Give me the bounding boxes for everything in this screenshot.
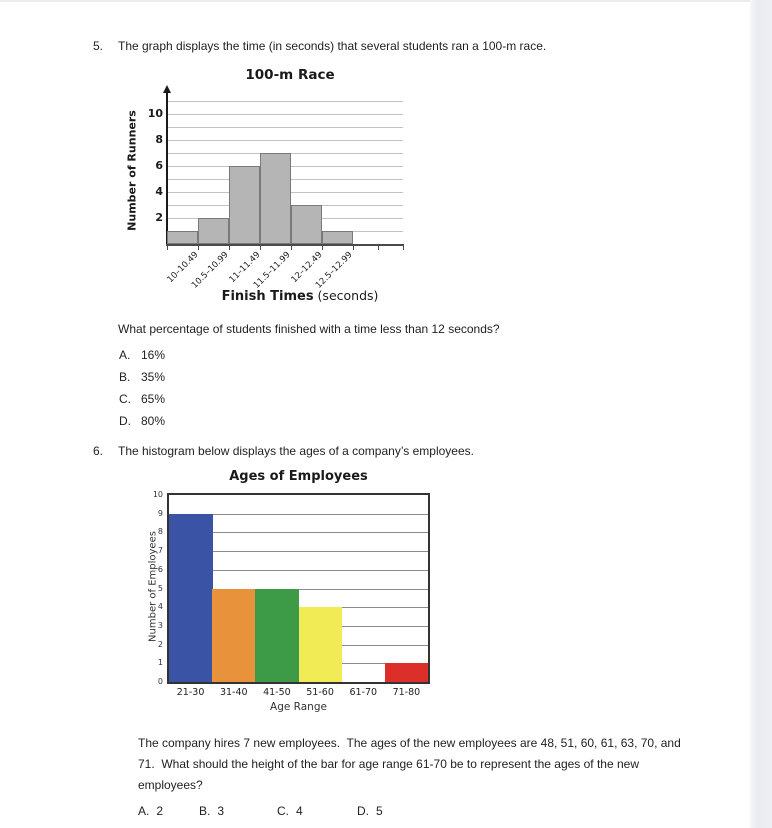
ages-histogram — [130, 464, 450, 719]
y-tick-label: 7 — [157, 546, 163, 556]
y-tick-label: 6 — [157, 564, 163, 574]
bar — [260, 153, 291, 244]
y-axis-title: Number of Employees — [147, 531, 159, 642]
x-axis-title-units: (seconds) — [313, 288, 379, 303]
q6-option-b — [199, 804, 224, 818]
y-tick-label: 10 — [152, 490, 163, 499]
bar — [385, 663, 429, 682]
x-axis-tick — [229, 246, 230, 250]
x-axis-tick — [167, 246, 168, 250]
x-category-label: 12–12.49 — [289, 250, 325, 285]
plot-area — [120, 62, 430, 314]
x-category-label: 10.5–10.99 — [190, 250, 232, 291]
y-tick-label: 9 — [157, 508, 163, 518]
bar — [291, 205, 322, 244]
x-axis-tick — [353, 246, 354, 250]
x-category-label: 10–10.49 — [165, 250, 201, 285]
q6-option-d — [357, 804, 383, 818]
x-category-label: 41-50 — [263, 687, 291, 698]
option-value: 35% — [141, 370, 166, 384]
x-category-label: 11.5–11.99 — [252, 250, 294, 291]
y-tick-label: 10 — [147, 107, 163, 120]
y-tick-label: 8 — [157, 527, 163, 537]
question6-paragraph: The company hires 7 new employees. The ages of the new employees are 48, 51, 60, 61, 63, 70, and 71. What should the height of the bar for age range 61-70 be to represent the ages of the new employees? — [138, 736, 685, 792]
bar — [322, 231, 353, 244]
x-axis-line — [166, 244, 404, 246]
question5-stem — [93, 38, 653, 54]
option-value: 80% — [141, 414, 166, 428]
x-category-label: 61-70 — [349, 687, 378, 698]
bar — [212, 589, 256, 683]
question6-stem — [93, 443, 653, 459]
y-tick-label: 2 — [155, 211, 163, 224]
option-value: 5 — [376, 804, 383, 818]
bar — [229, 166, 260, 244]
question6-text: The histogram below displays the ages of a company’s employees. — [118, 444, 474, 458]
q5-option-d — [119, 414, 165, 428]
y-axis-line — [166, 92, 168, 246]
gridline — [167, 101, 403, 102]
y-axis-title: Number of Runners — [125, 110, 139, 231]
x-category-label: 21-30 — [176, 687, 205, 698]
x-category-label: 71-80 — [392, 687, 421, 698]
question5-number: 5. — [93, 39, 104, 53]
bar — [198, 218, 229, 244]
gridline — [167, 114, 403, 115]
y-tick-label: 8 — [155, 133, 163, 146]
bar — [255, 589, 299, 683]
y-tick-label: 3 — [157, 620, 163, 630]
x-axis-tick — [322, 246, 323, 250]
y-tick-label: 4 — [155, 185, 163, 198]
question6-number: 6. — [93, 444, 104, 458]
y-tick-label: 6 — [155, 159, 163, 172]
x-axis-title: Age Range — [270, 701, 327, 713]
option-letter: D. — [357, 804, 369, 818]
x-axis-title — [172, 288, 428, 304]
x-axis-tick — [198, 246, 199, 250]
x-axis-tick — [403, 246, 404, 250]
q5-option-a — [119, 348, 165, 362]
y-tick-label: 5 — [157, 583, 163, 593]
option-letter: A. — [119, 348, 131, 362]
option-value: 65% — [141, 392, 166, 406]
y-tick-label: 0 — [157, 677, 163, 686]
chart-title: Ages of Employees — [229, 469, 368, 484]
question5-text: The graph displays the time (in seconds) that several students ran a 100-m race. — [118, 39, 547, 53]
x-category-label: 12.5–12.99 — [314, 250, 356, 291]
x-axis-title-main: Finish Times — [221, 289, 314, 304]
q6-option-c — [277, 804, 303, 818]
x-axis-tick — [260, 246, 261, 250]
bar — [169, 514, 213, 682]
x-category-label: 11–11.49 — [227, 250, 263, 285]
y-tick-label: 4 — [157, 602, 163, 612]
race-histogram — [120, 62, 430, 314]
x-axis-tick — [291, 246, 292, 250]
option-letter: B. — [199, 804, 211, 818]
option-letter: B. — [119, 370, 131, 384]
option-value: 2 — [156, 804, 164, 818]
gridline — [167, 127, 403, 128]
option-letter: D. — [119, 414, 131, 428]
x-category-label: 31-40 — [219, 687, 248, 698]
option-value: 16% — [141, 348, 166, 362]
gridline — [167, 140, 403, 141]
option-value: 3 — [217, 804, 225, 818]
option-letter: C. — [277, 804, 289, 818]
x-category-label: 51-60 — [306, 687, 334, 698]
question5-prompt: What percentage of students finished with a time less than 12 seconds? — [118, 322, 500, 336]
viewer-top-edge — [0, 0, 772, 2]
chart-title: 100-m Race — [245, 67, 335, 83]
plot-area — [130, 464, 450, 719]
option-letter: C. — [119, 392, 131, 406]
q6-option-a — [138, 804, 163, 818]
x-axis-tick — [378, 246, 379, 250]
bar — [299, 607, 343, 682]
y-tick-label: 1 — [157, 658, 163, 668]
viewer-right-margin — [750, 0, 772, 828]
q5-option-c — [119, 392, 165, 406]
q5-option-b — [119, 370, 165, 384]
y-tick-label: 2 — [157, 639, 163, 649]
bar — [167, 231, 198, 244]
option-value: 4 — [296, 804, 303, 818]
option-letter: A. — [138, 804, 150, 818]
